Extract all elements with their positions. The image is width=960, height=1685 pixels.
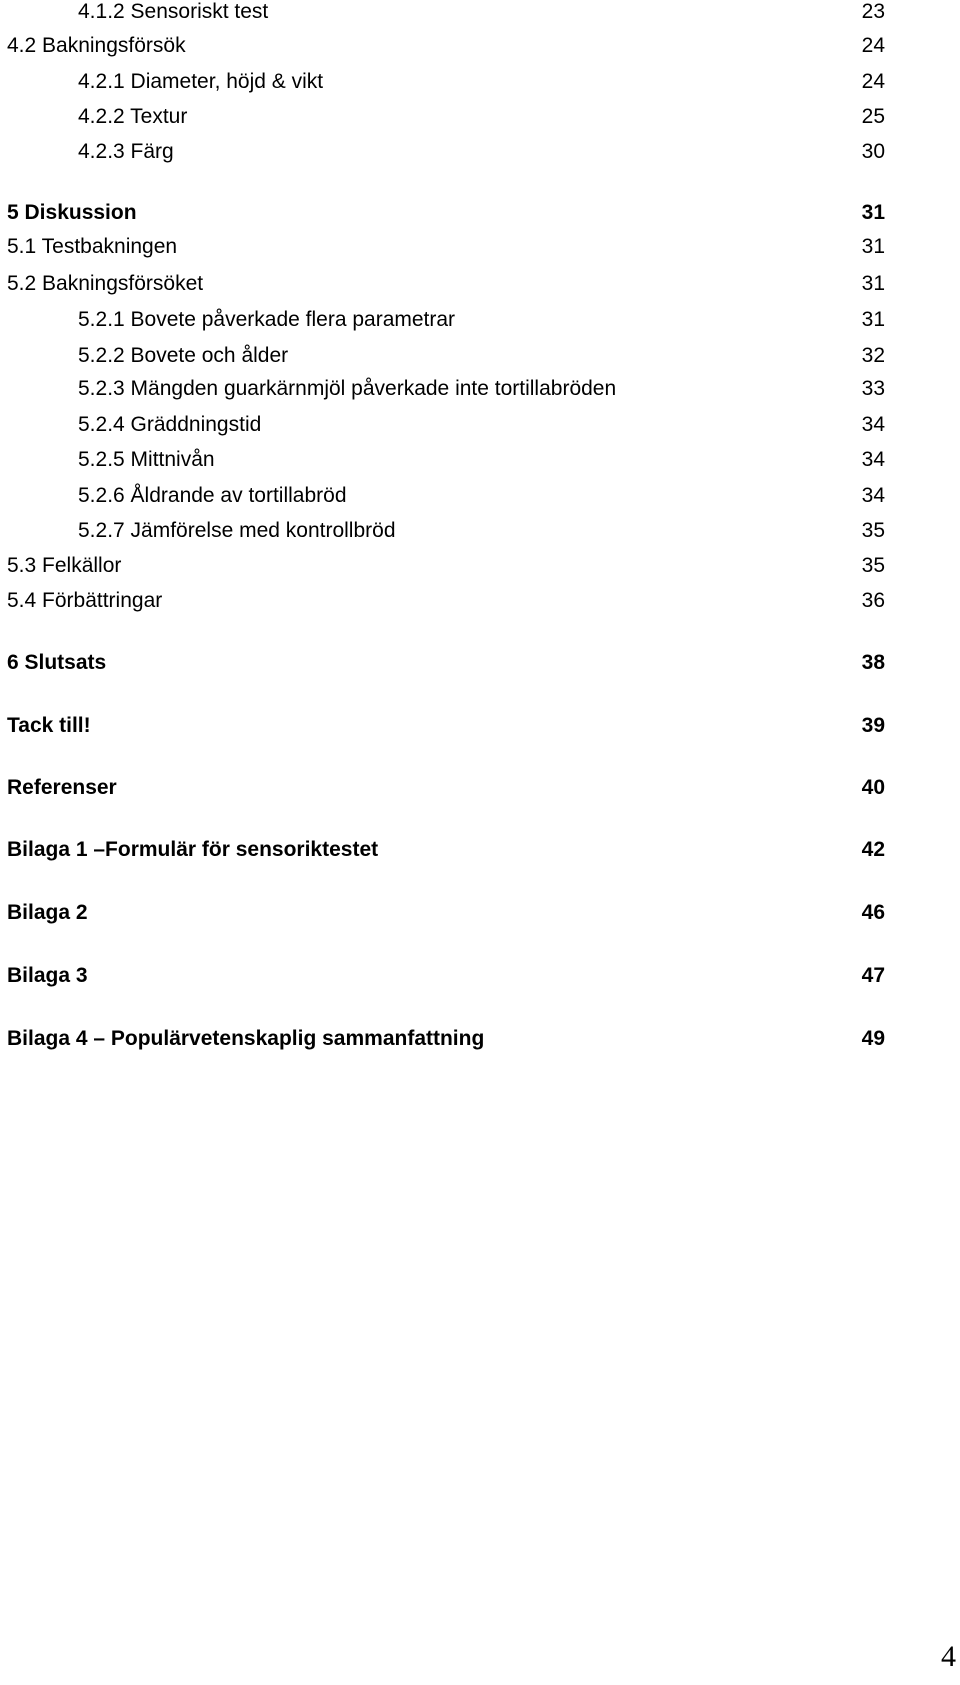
toc-entry-title: 4.2.1 Diameter, höjd & vikt [78,70,324,93]
toc-entry-title: 4.2 Bakningsförsök [7,34,186,57]
toc-entry-title: 5.2.6 Åldrande av tortillabröd [78,484,347,507]
toc-entry[interactable] [0,31,960,61]
toc-entry-page: 46 [861,901,885,924]
toc-entry-title: 5.2.5 Mittnivån [78,448,215,471]
toc-entry-page: 35 [861,519,885,542]
toc-entry[interactable] [0,1024,960,1054]
toc-entry-page: 34 [861,448,885,471]
toc-entry-page: 24 [861,70,885,93]
toc-entry-page: 33 [861,377,885,400]
toc-entry[interactable] [0,341,960,371]
toc-entry-page: 23 [861,0,885,23]
toc-entry-page: 30 [861,140,885,163]
toc-entry[interactable] [0,198,960,228]
toc-entry-page: 32 [861,344,885,367]
toc-entry[interactable] [0,648,960,678]
toc-entry-page: 49 [861,1027,885,1050]
toc-entry[interactable] [0,551,960,581]
toc-entry[interactable] [0,305,960,335]
toc-entry[interactable] [0,711,960,741]
toc-entry[interactable] [0,773,960,803]
toc-entry-page: 31 [861,235,885,258]
toc-entry-page: 34 [861,484,885,507]
toc-entry-title: 5.2.1 Bovete påverkade flera parametrar [78,308,456,331]
toc-entry-title: 5.3 Felkällor [7,554,122,577]
toc-entry-page: 42 [861,838,885,861]
toc-entry-page: 31 [861,272,885,295]
toc-entry[interactable] [0,232,960,262]
toc-entry-title: Referenser [7,776,117,799]
toc-entry-title: Bilaga 4 – Populärvetenskaplig sammanfattning [7,1027,485,1050]
toc-entry[interactable] [0,374,960,404]
toc-entry-title: 5.2.3 Mängden guarkärnmjöl påverkade inte tortillabröden [78,377,617,400]
toc-entry-title: 5.4 Förbättringar [7,589,163,612]
toc-entry-page: 47 [861,964,885,987]
toc-entry[interactable] [0,0,960,27]
toc-entry[interactable] [0,102,960,132]
toc-entry-page: 25 [861,105,885,128]
toc-entry[interactable] [0,516,960,546]
toc-entry-page: 40 [861,776,885,799]
toc-entry-title: Tack till! [7,714,91,737]
toc-entry-page: 31 [861,201,885,224]
toc-entry[interactable] [0,67,960,97]
toc-entry-title: 6 Slutsats [7,651,107,674]
toc-entry-title: 5 Diskussion [7,201,137,224]
toc-entry-page: 39 [861,714,885,737]
toc-entry-title: 4.2.2 Textur [78,105,188,128]
toc-entry[interactable] [0,898,960,928]
toc-entry[interactable] [0,835,960,865]
toc-entry-page: 24 [861,34,885,57]
toc-entry-title: 5.2 Bakningsförsöket [7,272,204,295]
toc-entry-page: 35 [861,554,885,577]
toc-entry[interactable] [0,586,960,616]
toc-entry[interactable] [0,445,960,475]
toc-entry[interactable] [0,410,960,440]
page-number: 4 [941,1640,956,1673]
toc-entry[interactable] [0,481,960,511]
toc-entry-title: Bilaga 1 –Formulär för sensoriktestet [7,838,379,861]
toc-entry-title: 5.2.7 Jämförelse med kontrollbröd [78,519,396,542]
toc-entry-title: Bilaga 3 [7,964,88,987]
toc-entry[interactable] [0,961,960,991]
toc-entry-title: 4.1.2 Sensoriskt test [78,0,269,23]
toc-entry-page: 34 [861,413,885,436]
toc-entry-page: 38 [861,651,885,674]
toc-entry-page: 36 [861,589,885,612]
toc-entry-title: 5.2.4 Gräddningstid [78,413,262,436]
toc-entry-title: 5.2.2 Bovete och ålder [78,344,289,367]
toc-entry-title: 5.1 Testbakningen [7,235,178,258]
toc-entry[interactable] [0,137,960,167]
toc-entry-title: Bilaga 2 [7,901,88,924]
toc-entry[interactable] [0,269,960,299]
toc-entry-title: 4.2.3 Färg [78,140,174,163]
toc-entry-page: 31 [861,308,885,331]
